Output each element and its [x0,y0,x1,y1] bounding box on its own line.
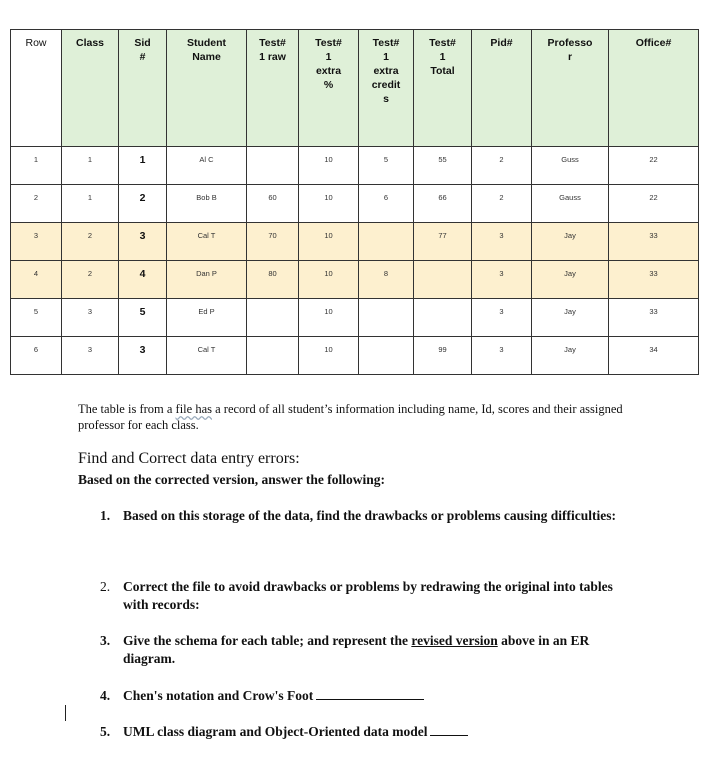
table-cell[interactable]: 1 [11,147,62,185]
header-line: # [139,51,146,63]
table-cell[interactable]: 10 [299,299,359,337]
section-subheading: Based on the corrected version, answer the following: [78,472,385,487]
table-cell[interactable] [247,299,299,337]
column-header [119,30,167,147]
table-cell[interactable]: 1 [62,185,119,223]
question-3: 3. Give the schema for each table; and represent the revised version above in an ER diagram. [100,633,590,666]
header-line: Sid [134,37,151,49]
table-cell[interactable]: 33 [609,223,699,261]
question-number: 4. [100,688,111,703]
answer-blank[interactable] [316,698,424,700]
table-cell[interactable] [359,223,414,261]
table-cell[interactable]: 99 [414,337,472,375]
table-cell[interactable]: 3 [11,223,62,261]
table-cell[interactable]: Jay [532,223,609,261]
table-cell[interactable] [247,147,299,185]
table-cell[interactable]: 5 [11,299,62,337]
text-cursor [65,705,66,721]
table-row [11,185,699,223]
table-cell[interactable] [359,299,414,337]
question-1 [100,507,620,525]
table-cell[interactable]: 66 [414,185,472,223]
question-number: 5. [100,724,111,739]
header-line: 1 [325,51,332,63]
header-line: Office# [635,37,672,49]
table-cell[interactable]: Cal T [167,223,247,261]
table-cell[interactable]: 1 [119,147,167,185]
table-cell[interactable]: 8 [359,261,414,299]
table-cell[interactable]: 22 [609,147,699,185]
revised-version-underlined: revised version [411,633,498,648]
table-cell[interactable]: Dan P [167,261,247,299]
table-cell[interactable]: Jay [532,337,609,375]
question-number: 3. [100,633,111,648]
table-row [11,299,699,337]
table-cell[interactable] [414,261,472,299]
table-cell[interactable]: 1 [62,147,119,185]
header-line: credit [371,79,401,91]
table-cell[interactable]: 70 [247,223,299,261]
table-cell[interactable]: 3 [62,337,119,375]
student-records-table [10,29,699,375]
table-cell[interactable]: 4 [11,261,62,299]
question-text: Based on this storage of the data, find the drawbacks or problems causing difficulties: [123,508,617,523]
question-number: 1. [100,508,111,523]
column-header [359,30,414,147]
table-cell[interactable]: Guss [532,147,609,185]
header-line: extra [315,65,342,77]
column-header [299,30,359,147]
table-cell[interactable]: Gauss [532,185,609,223]
header-line: % [323,79,334,91]
table-cell[interactable]: Ed P [167,299,247,337]
table-cell[interactable]: 10 [299,223,359,261]
table-cell[interactable]: Jay [532,261,609,299]
table-cell[interactable]: 5 [119,299,167,337]
header-line: r [567,51,573,63]
answer-blank[interactable] [430,734,468,736]
spellcheck-underlined-phrase: file has [175,402,212,416]
table-cell[interactable]: 3 [119,337,167,375]
table-cell[interactable]: 3 [472,261,532,299]
intro-paragraph: The table is from a file has a record of all student’s information including name, Id, scores and their assigned professor for each class. [78,402,623,432]
table-cell[interactable]: 10 [299,147,359,185]
table-cell[interactable]: 10 [299,337,359,375]
header-line: Test# [372,37,400,49]
table-cell[interactable] [247,337,299,375]
question-2 [100,578,630,614]
column-header [414,30,472,147]
table-cell[interactable]: 55 [414,147,472,185]
table-row [11,223,699,261]
table-cell[interactable]: 2 [62,261,119,299]
table-cell[interactable]: 4 [119,261,167,299]
table-row [11,147,699,185]
table-cell[interactable]: 6 [11,337,62,375]
header-line: Total [430,65,455,77]
table-cell[interactable]: 2 [119,185,167,223]
table-cell[interactable]: 3 [119,223,167,261]
header-line: 1 [439,51,446,63]
table-cell[interactable]: 3 [472,337,532,375]
table-cell[interactable]: 2 [11,185,62,223]
header-line: Class [75,37,105,49]
header-line: Professo [547,37,593,49]
table-cell[interactable]: 22 [609,185,699,223]
header-line: Student [186,37,227,49]
table-cell[interactable]: 2 [62,223,119,261]
table-cell[interactable]: 34 [609,337,699,375]
table-cell[interactable]: 3 [472,299,532,337]
question-text: Correct the file to avoid drawbacks or problems by redrawing the original into tables with records: [123,579,613,612]
table-row [11,261,699,299]
column-header [247,30,299,147]
table-header-row [11,30,699,147]
question-4 [100,687,660,705]
table-cell[interactable]: 10 [299,261,359,299]
header-line: 1 [383,51,389,63]
table-cell[interactable]: Bob B [167,185,247,223]
question-text: Chen's notation and Crow's Foot [123,688,314,703]
column-header [532,30,609,147]
table-cell[interactable]: 6 [359,185,414,223]
column-header [62,30,119,147]
question-number: 2. [100,579,111,594]
header-line: 1 raw [259,51,286,63]
header-line: Row [25,37,47,49]
header-line: Test# [259,37,286,49]
table-cell[interactable]: Cal T [167,337,247,375]
table-cell[interactable]: 5 [359,147,414,185]
table-cell[interactable]: 77 [414,223,472,261]
table-cell[interactable]: 3 [62,299,119,337]
table-cell[interactable]: 33 [609,299,699,337]
table-cell[interactable]: 80 [247,261,299,299]
table-cell[interactable] [359,337,414,375]
question-text: UML class diagram and Object-Oriented data model [123,724,428,739]
table-row [11,337,699,375]
header-line: s [383,93,389,105]
header-line: extra [373,65,399,77]
header-line: Pid# [490,37,513,49]
table-cell[interactable]: 2 [472,147,532,185]
column-header [472,30,532,147]
table-cell[interactable]: 2 [472,185,532,223]
column-header [609,30,699,147]
table-cell[interactable]: 60 [247,185,299,223]
question-5 [100,723,660,741]
header-line: Name [192,51,221,63]
header-line: Test# [315,37,342,49]
table-cell[interactable] [414,299,472,337]
header-line: Test# [429,37,456,49]
column-header [11,30,62,147]
table-cell[interactable]: 33 [609,261,699,299]
table-cell[interactable]: Al C [167,147,247,185]
table-cell[interactable]: 3 [472,223,532,261]
table-cell[interactable]: 10 [299,185,359,223]
column-header [167,30,247,147]
section-heading: Find and Correct data entry errors: [78,450,300,467]
table-cell[interactable]: Jay [532,299,609,337]
